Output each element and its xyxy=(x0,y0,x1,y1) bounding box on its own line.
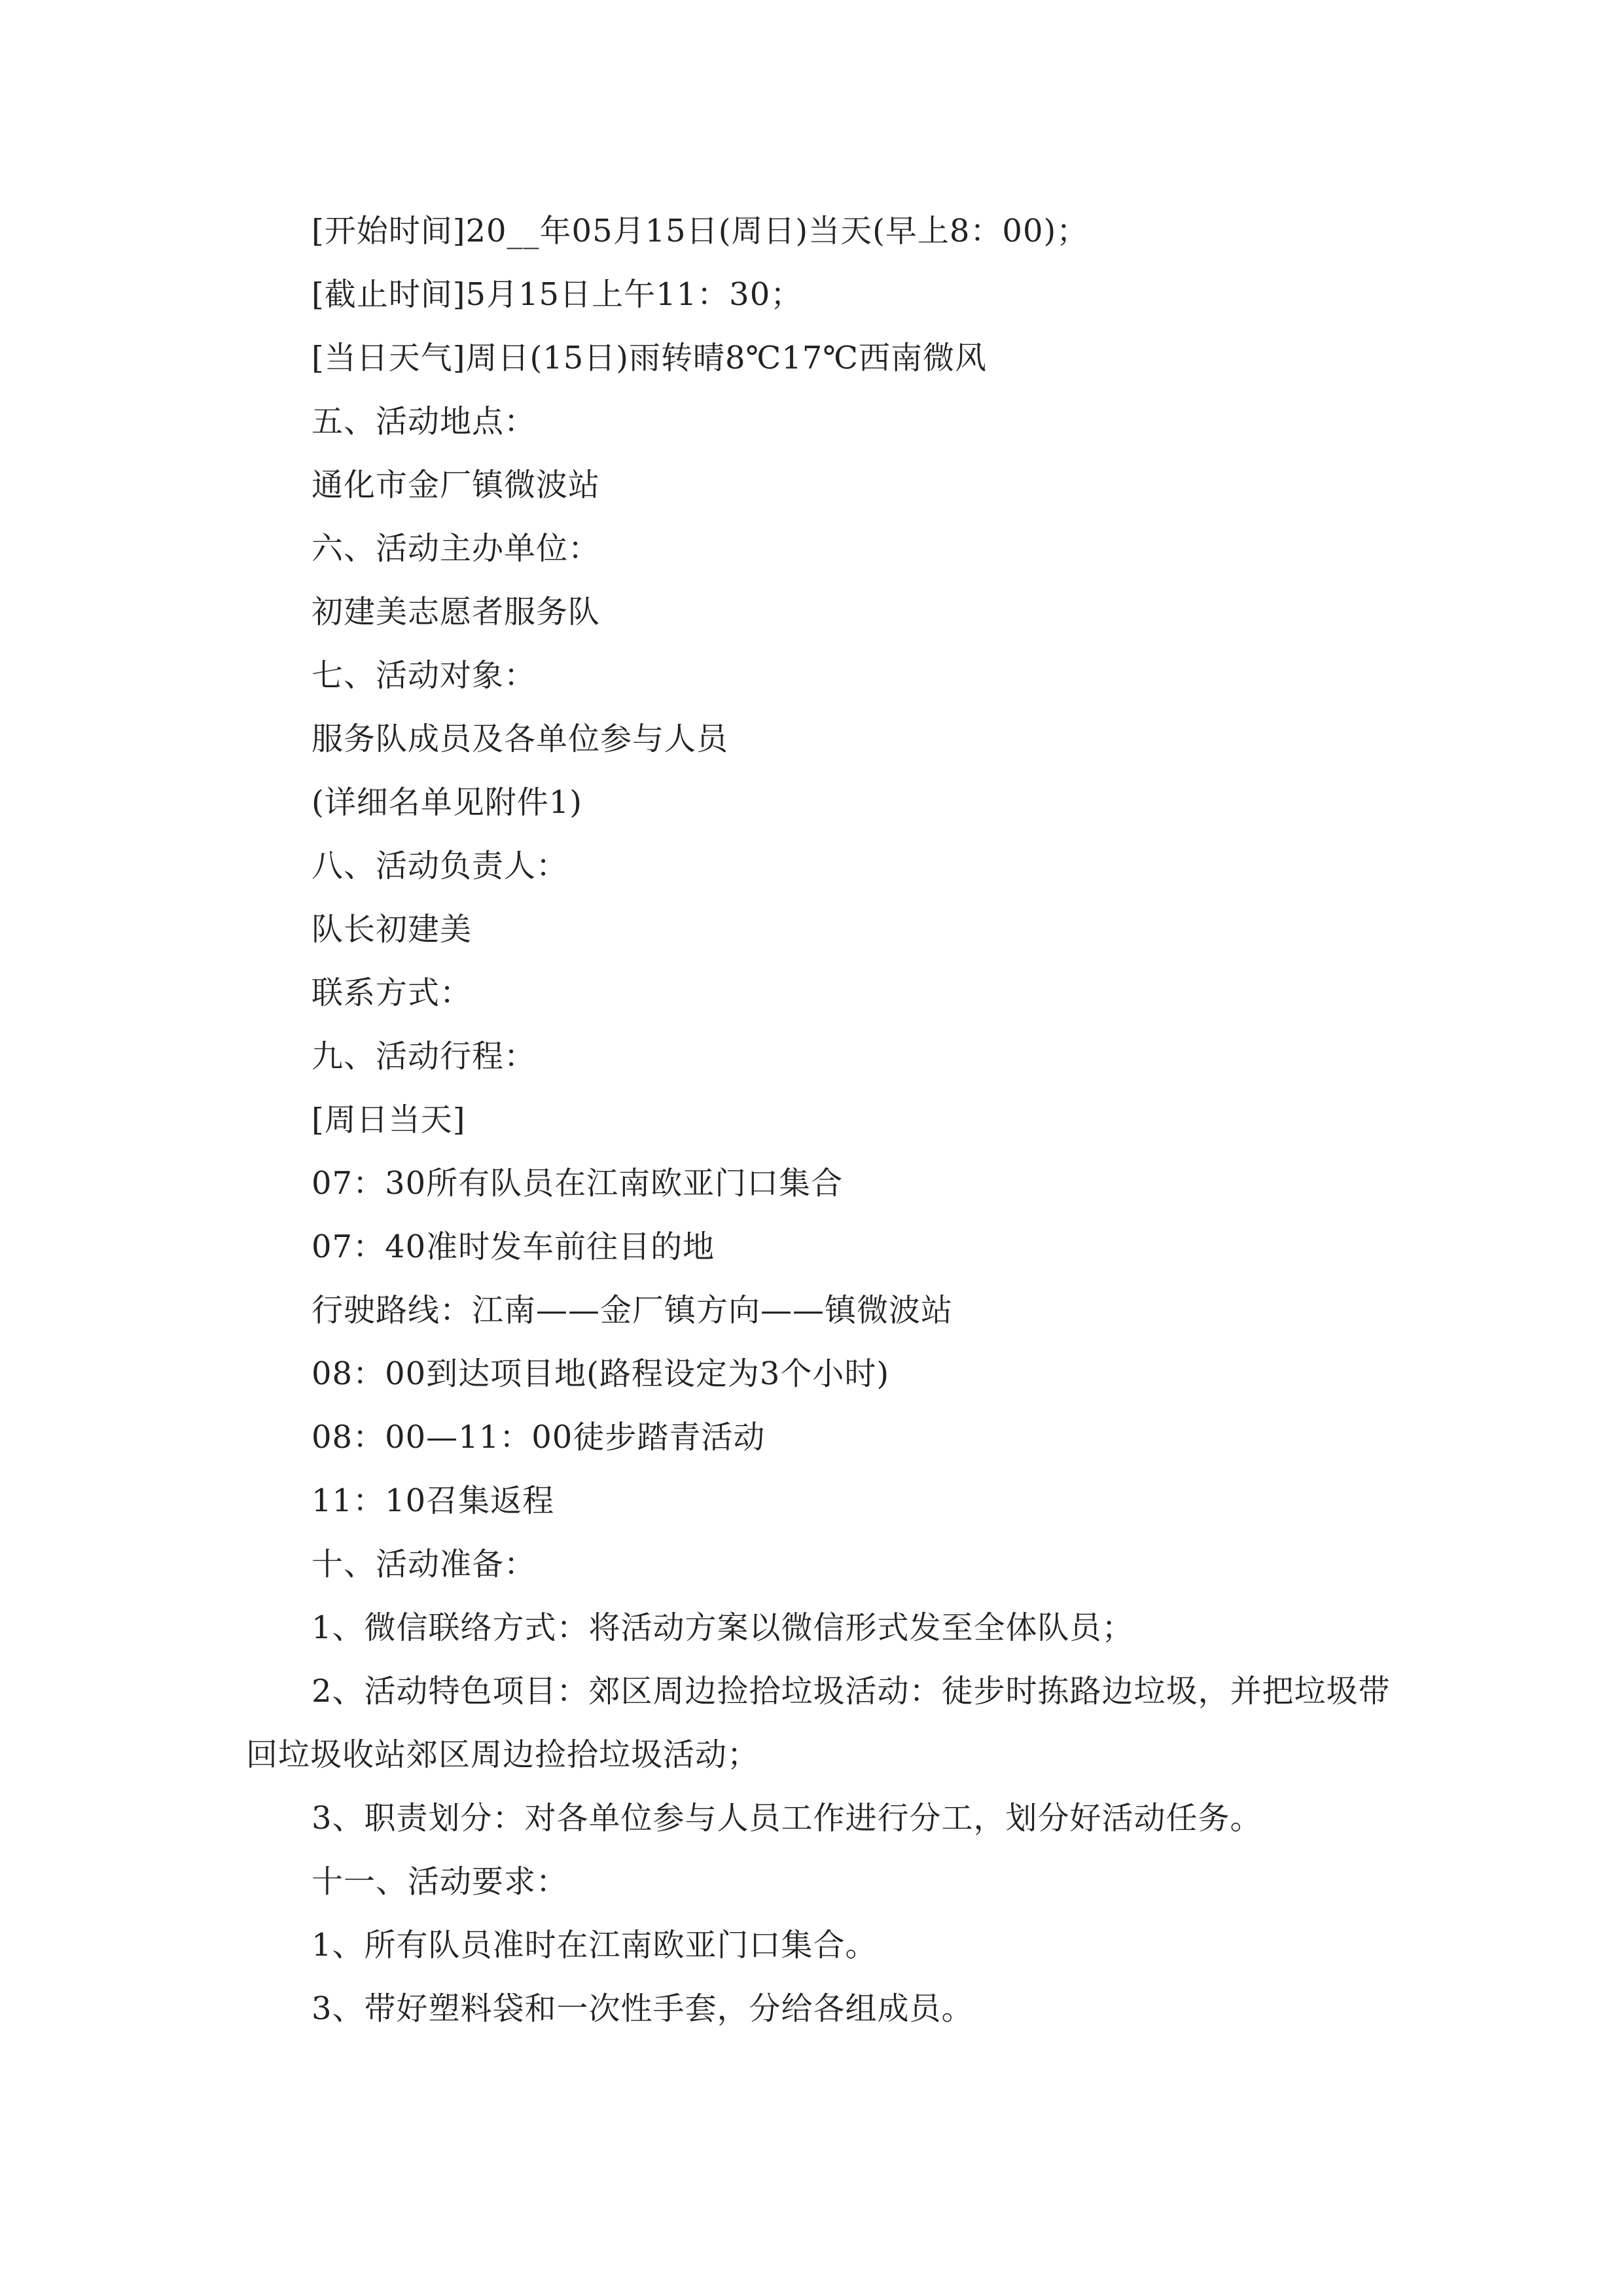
section-itinerary-heading: 九、活动行程： xyxy=(312,1038,537,1075)
requirement-item: 1、所有队员准时在江南欧亚门口集合。 xyxy=(312,1927,878,1964)
section-leader-heading: 八、活动负责人： xyxy=(312,848,569,884)
document-body xyxy=(246,200,1424,2041)
location-text: 通化市金厂镇微波站 xyxy=(312,467,601,503)
start-time-line: [开始时间]20__年05月15日(周日)当天(早上8：00)； xyxy=(312,213,1089,249)
contact-text: 联系方式： xyxy=(312,975,473,1011)
target-note: (详细名单见附件1) xyxy=(312,784,582,821)
preparation-item: 1、微信联络方式：将活动方案以微信形式发至全体队员； xyxy=(312,1609,1134,1646)
section-organizer-heading: 六、活动主办单位： xyxy=(312,530,601,567)
section-preparation-heading: 十、活动准备： xyxy=(312,1546,537,1583)
preparation-item-paragraph: 2、活动特色项目：郊区周边捡拾垃圾活动：徒步时拣路边垃圾，并把垃圾带回垃圾收站郊区周边捡拾垃圾活动； xyxy=(246,1673,1391,1773)
end-time-line: [截止时间]5月15日上午11：30； xyxy=(312,276,803,313)
section-target-heading: 七、活动对象： xyxy=(312,657,537,694)
itinerary-day: [周日当天] xyxy=(312,1102,466,1138)
itinerary-item: 11：10召集返程 xyxy=(312,1482,555,1519)
itinerary-item: 08：00到达项目地(路程设定为3个小时) xyxy=(312,1355,890,1392)
organizer-text: 初建美志愿者服务队 xyxy=(312,594,601,630)
itinerary-item: 07：40准时发车前往目的地 xyxy=(312,1229,715,1265)
target-text: 服务队成员及各单位参与人员 xyxy=(312,721,729,757)
section-location-heading: 五、活动地点： xyxy=(312,403,537,440)
itinerary-item: 08：00—11：00徒步踏青活动 xyxy=(312,1419,766,1456)
itinerary-item: 07：30所有队员在江南欧亚门口集合 xyxy=(312,1165,844,1202)
preparation-item: 3、职责划分：对各单位参与人员工作进行分工，划分好活动任务。 xyxy=(312,1800,1262,1837)
itinerary-route: 行驶路线：江南——金厂镇方向——镇微波站 xyxy=(312,1292,954,1329)
section-requirements-heading: 十一、活动要求： xyxy=(312,1863,569,1900)
requirement-item: 3、带好塑料袋和一次性手套，分给各组成员。 xyxy=(312,1990,974,2027)
weather-line: [当日天气]周日(15日)雨转晴8℃17℃西南微风 xyxy=(312,340,987,376)
leader-text: 队长初建美 xyxy=(312,911,473,948)
